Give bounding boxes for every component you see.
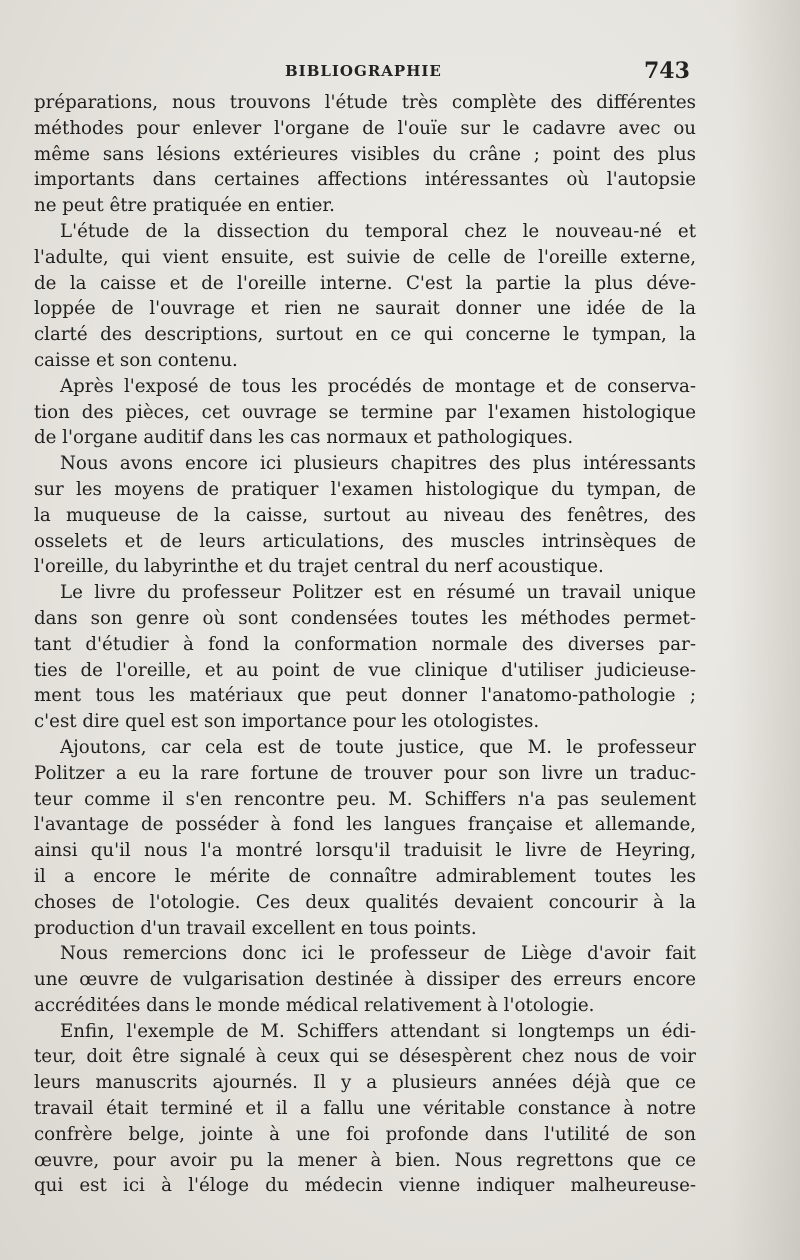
text-line: de l'organe auditif dans les cas normaux et pathologiques. <box>34 427 574 449</box>
text-line: une œuvre de vulgarisation destinée à dissiper des erreurs encore <box>34 969 696 991</box>
text-line: sur les moyens de pratiquer l'examen histologique du tympan, de <box>34 478 696 500</box>
text-line: méthodes pour enlever l'organe de l'ouïe sur le cadavre avec ou <box>34 117 696 139</box>
text-line: confrère belge, jointe à une foi profonde dans l'utilité de son <box>34 1123 696 1145</box>
text-line: Enfin, l'exemple de M. Schiffers attendant si longtemps un édi- <box>60 1020 696 1042</box>
text-line: préparations, nous trouvons l'étude très complète des différentes <box>34 92 696 113</box>
text-line: Ajoutons, car cela est de toute justice, que M. le professeur <box>60 736 696 758</box>
text-line: osselets et de leurs articulations, des muscles intrinsèques de <box>34 530 696 552</box>
text-line: même sans lésions extérieures visibles du crâne ; point des plus <box>34 143 696 165</box>
text-line: Nous remercions donc ici le professeur de Liège d'avoir fait <box>60 943 696 965</box>
text-line: Politzer a eu la rare fortune de trouver pour son livre un traduc- <box>34 762 696 784</box>
text-line: production d'un travail excellent en tous points. <box>34 917 477 939</box>
text-line: caisse et son contenu. <box>34 349 238 371</box>
page-number: 743 <box>644 58 690 84</box>
text-line: dans son genre où sont condensées toutes les méthodes permet- <box>34 607 696 629</box>
text-line: Après l'exposé de tous les procédés de montage et de conserva- <box>60 375 696 397</box>
text-line: ainsi qu'il nous l'a montré lorsqu'il traduisit le livre de Heyring, <box>34 840 696 862</box>
page-shadow <box>730 0 800 1260</box>
text-line: œuvre, pour avoir pu la mener à bien. Nous regrettons que ce <box>34 1149 696 1171</box>
text-line: ment tous les matériaux que peut donner l'anatomo-pathologie ; <box>34 685 696 707</box>
text-line: travail était terminé et il a fallu une véritable constance à notre <box>34 1098 696 1120</box>
text-line: il a encore le mérite de connaître admirablement toutes les <box>34 865 696 887</box>
page-header <box>0 58 800 88</box>
text-line: l'avantage de posséder à fond les langues française et allemande, <box>34 814 696 836</box>
text-line: de la caisse et de l'oreille interne. C'est la partie la plus déve- <box>34 272 696 294</box>
text-line: c'est dire quel est son importance pour les otologistes. <box>34 711 540 733</box>
text-line: qui est ici à l'éloge du médecin vienne indiquer malheureuse- <box>34 1175 696 1197</box>
text-line: Le livre du professeur Politzer est en résumé un travail unique <box>60 582 696 604</box>
text-line: loppée de l'ouvrage et rien ne saurait donner une idée de la <box>34 298 696 320</box>
text-line: clarté des descriptions, surtout en ce qui concerne le tympan, la <box>34 324 696 346</box>
text-line: ne peut être pratiquée en entier. <box>34 195 335 217</box>
text-line: tant d'étudier à fond la conformation normale des diverses par- <box>34 633 696 655</box>
text-line: Nous avons encore ici plusieurs chapitres des plus intéressants <box>60 453 696 475</box>
text-line: choses de l'otologie. Ces deux qualités devaient concourir à la <box>34 891 696 913</box>
text-line: L'étude de la dissection du temporal chez le nouveau-né et <box>60 220 696 242</box>
text-line: leurs manuscrits ajournés. Il y a plusieurs années déjà que ce <box>34 1072 696 1094</box>
text-line: l'adulte, qui vient ensuite, est suivie de celle de l'oreille externe, <box>34 246 696 268</box>
text-line: l'oreille, du labyrinthe et du trajet central du nerf acoustique. <box>34 556 604 578</box>
text-line: ties de l'oreille, et au point de vue clinique d'utiliser judicieuse- <box>34 659 696 681</box>
text-line: importants dans certaines affections intéressantes où l'autopsie <box>34 169 696 191</box>
text-line: accréditées dans le monde médical relativement à l'otologie. <box>34 994 595 1016</box>
body-text <box>34 90 696 1199</box>
text-line: tion des pièces, cet ouvrage se termine par l'examen histologique <box>34 401 696 423</box>
running-title: BIBLIOGRAPHIE <box>285 62 442 80</box>
text-line: teur, doit être signalé à ceux qui se désespèrent chez nous de voir <box>34 1046 696 1068</box>
text-line: la muqueuse de la caisse, surtout au niveau des fenêtres, des <box>34 504 696 526</box>
text-line: teur comme il s'en rencontre peu. M. Schiffers n'a pas seulement <box>34 788 696 810</box>
